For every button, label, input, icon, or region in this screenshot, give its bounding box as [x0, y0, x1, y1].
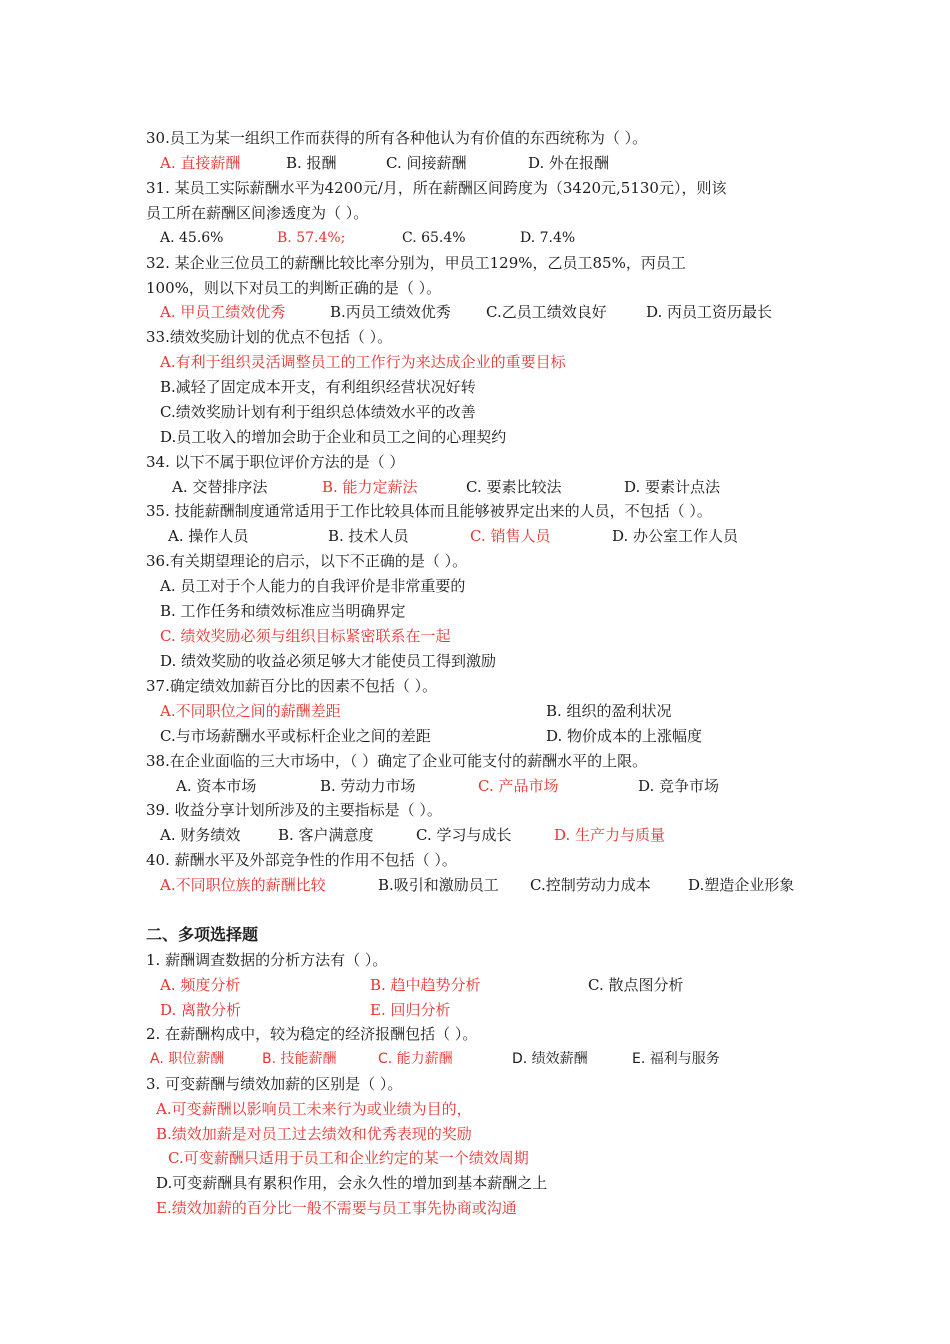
option-b: B. 技术人员 [328, 527, 409, 545]
option-c: C.与市场薪酬水平或标杆企业之间的差距 [160, 727, 431, 745]
option-a: A. 职位薪酬 [150, 1051, 225, 1067]
option-b: B. 报酬 [286, 154, 337, 172]
multi-question-3-option-d: D.可变薪酬具有累积作用，会永久性的增加到基本薪酬之上 [156, 1174, 548, 1192]
option-a: A. 45.6% [160, 230, 224, 246]
option-c: C. 要素比较法 [466, 478, 562, 496]
option-d: D. 生产力与质量 [554, 826, 666, 844]
option-c: C.控制劳动力成本 [530, 876, 651, 894]
multi-question-1-stem: 1. 薪酬调查数据的分析方法有（ ）。 [146, 951, 388, 969]
option-d: D. 竞争市场 [638, 777, 720, 795]
question-34-stem: 34. 以下不属于职位评价方法的是（ ） [146, 453, 405, 471]
option-b: B. 技能薪酬 [262, 1051, 337, 1067]
multi-question-3-option-c: C.可变薪酬只适用于员工和企业约定的某一个绩效周期 [168, 1149, 529, 1167]
option-c: C. 间接薪酬 [386, 154, 467, 172]
question-35-stem: 35. 技能薪酬制度通常适用于工作比较具体而且能够被界定出来的人员，不包括（ ）。 [146, 502, 712, 520]
option-b: B. 57.4%; [277, 230, 346, 246]
option-c: C. 65.4% [402, 230, 466, 246]
option-e: E. 福利与服务 [632, 1051, 720, 1067]
question-33-option-b: B.减轻了固定成本开支，有利组织经营状况好转 [160, 378, 476, 396]
option-b: B. 劳动力市场 [320, 777, 416, 795]
option-a: A.不同职位之间的薪酬差距 [160, 702, 341, 720]
option-d: D. 7.4% [520, 230, 576, 246]
option-a: A. 操作人员 [168, 527, 249, 545]
question-33-option-d: D.员工收入的增加会助于企业和员工之间的心理契约 [160, 428, 507, 446]
multi-question-3-stem: 3. 可变薪酬与绩效加薪的区别是（ ）。 [146, 1075, 403, 1093]
option-b: B. 能力定薪法 [322, 478, 418, 496]
question-33-stem: 33.绩效奖励计划的优点不包括（ ）。 [146, 328, 393, 346]
option-d: D.塑造企业形象 [688, 876, 795, 894]
question-33-option-c: C.绩效奖励计划有利于组织总体绩效水平的改善 [160, 403, 476, 421]
question-38-stem: 38.在企业面临的三大市场中，（ ）确定了企业可能支付的薪酬水平的上限。 [146, 752, 648, 770]
option-d: D. 办公室工作人员 [612, 527, 739, 545]
option-c: C. 销售人员 [470, 527, 551, 545]
multi-question-3-option-b: B.绩效加薪是对员工过去绩效和优秀表现的奖励 [156, 1125, 472, 1143]
question-30-stem: 30.员工为某一组织工作而获得的所有各种他认为有价值的东西统称为（ ）。 [146, 129, 648, 147]
question-31-stem-1: 31. 某员工实际薪酬水平为4200元/月，所在薪酬区间跨度为（3420元,5130元），则该 [146, 179, 727, 197]
option-a: A. 财务绩效 [160, 826, 241, 844]
question-39-stem: 39. 收益分享计划所涉及的主要指标是（ ）。 [146, 801, 442, 819]
option-d: D. 离散分析 [160, 1001, 242, 1019]
option-c: C. 能力薪酬 [378, 1051, 453, 1067]
option-d: D. 要素计点法 [624, 478, 721, 496]
option-a: A. 直接薪酬 [160, 154, 241, 172]
option-c: C. 散点图分析 [588, 976, 684, 994]
option-a: A. 交替排序法 [172, 478, 268, 496]
question-40-stem: 40. 薪酬水平及外部竞争性的作用不包括（ ）。 [146, 851, 457, 869]
question-36-option-b: B. 工作任务和绩效标准应当明确界定 [160, 602, 406, 620]
multi-question-3-option-a: A.可变薪酬以影响员工未来行为或业绩为目的， [156, 1100, 472, 1118]
option-d: D. 绩效薪酬 [512, 1051, 588, 1067]
section-heading: 二、多项选择题 [146, 925, 259, 944]
option-b: B. 趋中趋势分析 [370, 976, 481, 994]
option-c: C.乙员工绩效良好 [486, 303, 607, 321]
option-a: A.不同职位族的薪酬比较 [160, 876, 326, 894]
option-a: A. 频度分析 [160, 976, 241, 994]
option-b: B. 组织的盈利状况 [546, 702, 672, 720]
option-d: D. 丙员工资历最长 [646, 303, 773, 321]
question-31-stem-2: 员工所在薪酬区间渗透度为（ ）。 [146, 204, 369, 222]
option-d: D. 物价成本的上涨幅度 [546, 727, 703, 745]
question-37-stem: 37.确定绩效加薪百分比的因素不包括（ ）。 [146, 677, 438, 695]
option-b: B. 客户满意度 [278, 826, 374, 844]
option-b: B.丙员工绩效优秀 [330, 303, 451, 321]
question-33-option-a: A.有利于组织灵活调整员工的工作行为来达成企业的重要目标 [160, 353, 566, 371]
option-c: C. 学习与成长 [416, 826, 512, 844]
option-a: A. 甲员工绩效优秀 [160, 303, 286, 321]
question-32-stem-1: 32. 某企业三位员工的薪酬比较比率分别为，甲员工129%，乙员工85%，丙员工 [146, 254, 686, 272]
multi-question-3-option-e: E.绩效加薪的百分比一般不需要与员工事先协商或沟通 [156, 1199, 517, 1217]
question-32-stem-2: 100%，则以下对员工的判断正确的是（ ）。 [146, 279, 442, 297]
question-36-option-a: A. 员工对于个人能力的自我评价是非常重要的 [160, 577, 466, 595]
option-e: E. 回归分析 [370, 1001, 451, 1019]
option-d: D. 外在报酬 [528, 154, 610, 172]
question-36-option-c: C. 绩效奖励必须与组织目标紧密联系在一起 [160, 627, 451, 645]
option-a: A. 资本市场 [176, 777, 257, 795]
question-36-stem: 36.有关期望理论的启示，以下不正确的是（ ）。 [146, 552, 468, 570]
option-c: C. 产品市场 [478, 777, 559, 795]
multi-question-2-stem: 2. 在薪酬构成中，较为稳定的经济报酬包括（ ）。 [146, 1025, 478, 1043]
option-b: B.吸引和激励员工 [378, 876, 499, 894]
question-36-option-d: D. 绩效奖励的收益必须足够大才能使员工得到激励 [160, 652, 497, 670]
